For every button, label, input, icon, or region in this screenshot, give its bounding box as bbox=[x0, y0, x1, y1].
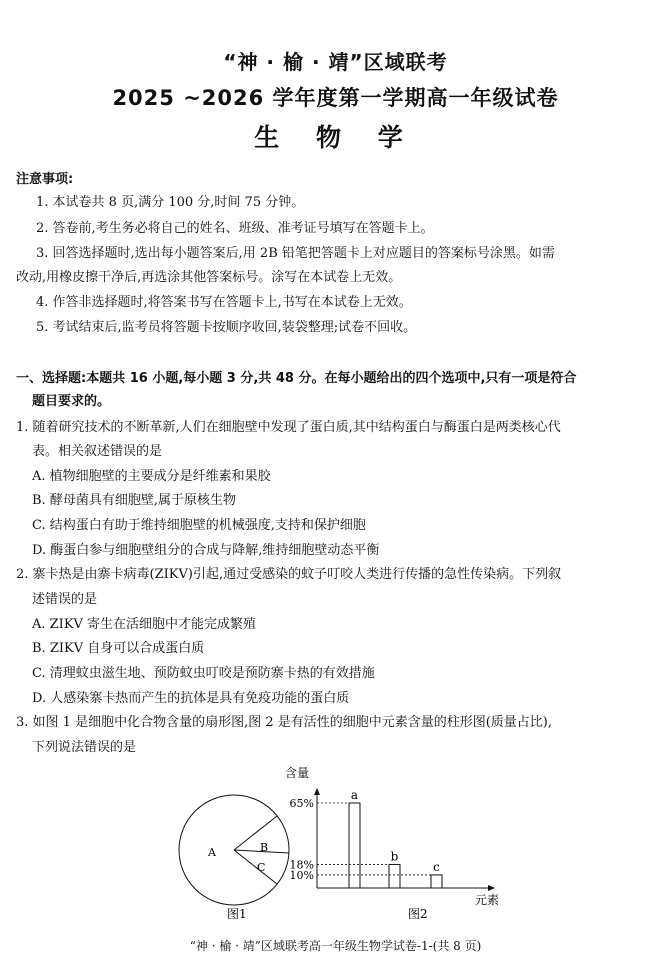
y-axis-arrow bbox=[314, 788, 320, 795]
y-tick-label: 65% bbox=[289, 797, 314, 810]
notice-item-3: 3. 回答选择题时,选出每小题答案后,用 2B 铅笔把答题卡上对应题目的答案标号涂黑。如需 bbox=[36, 246, 555, 261]
pie-divider-3 bbox=[234, 850, 277, 884]
y-tick-label: 18% bbox=[289, 858, 314, 872]
exam-header-line1: “神 · 榆 · 靖”区域联考 bbox=[223, 50, 448, 74]
q2-option-a: A. ZIKV 寄生在活细胞中才能完成繁殖 bbox=[32, 617, 257, 632]
page-footer: “神 · 榆 · 靖”区域联考高一年级生物学试卷-1-(共 8 页) bbox=[189, 939, 482, 953]
q3-stem: 3. 如图 1 是细胞中化合物含量的扇形图,图 2 是有活性的细胞中元素含量的柱形图(质量占比), bbox=[16, 715, 553, 730]
notice-heading: 注意事项: bbox=[16, 172, 74, 187]
q1-option-c: C. 结构蛋白有助于维持细胞壁的机械强度,支持和保护细胞 bbox=[32, 518, 366, 533]
q2-stem: 2. 寨卡热是由寨卡病毒(ZIKV)引起,通过受感染的蚊子叮咬人类进行传播的急性传染病。下列叙 bbox=[16, 567, 562, 582]
y-tick-label: 10% bbox=[289, 868, 314, 882]
x-axis-arrow bbox=[488, 885, 495, 891]
exam-header-line2: 2025 ~2026 学年度第一学期高一年级试卷 bbox=[112, 86, 559, 110]
notice-item-5: 5. 考试结束后,监考员将答题卡按顺序收回,装袋整理;试卷不回收。 bbox=[36, 320, 417, 335]
bar-b bbox=[389, 864, 400, 888]
q2-option-c: C. 清理蚊虫滋生地、预防蚊虫叮咬是预防寨卡热的有效措施 bbox=[32, 666, 375, 681]
notice-item-4: 4. 作答非选择题时,将答案书写在答题卡上,书写在本试卷上无效。 bbox=[36, 295, 412, 310]
notice-item-3-cont: 改动,用橡皮擦干净后,再选涂其他答案标号。涂写在本试卷上无效。 bbox=[16, 270, 402, 285]
y-axis-label: 含量 bbox=[285, 766, 310, 780]
bar-label-a: a bbox=[350, 788, 359, 802]
pie-divider-1 bbox=[234, 816, 277, 850]
section1-instructions-cont: 题目要求的。 bbox=[32, 394, 111, 409]
figure2-bar-chart bbox=[275, 760, 510, 930]
notice-item-2: 2. 答卷前,考生务必将自己的姓名、班级、准考证号填写在答题卡上。 bbox=[36, 221, 434, 236]
figure2-caption: 图2 bbox=[408, 907, 428, 921]
notice-item-1: 1. 本试卷共 8 页,满分 100 分,时间 75 分钟。 bbox=[36, 195, 305, 210]
q2-option-d: D. 人感染寨卡热而产生的抗体是具有免疫功能的蛋白质 bbox=[32, 691, 350, 706]
pie-label-c: C bbox=[257, 861, 266, 874]
q2-option-b: B. ZIKV 自身可以合成蛋白质 bbox=[32, 641, 205, 656]
bar-c bbox=[431, 875, 442, 888]
figure1-caption: 图1 bbox=[227, 907, 247, 921]
q1-option-b: B. 酵母菌具有细胞壁,属于原核生物 bbox=[32, 493, 236, 508]
q1-stem: 1. 随着研究技术的不断革新,人们在细胞壁中发现了蛋白质,其中结构蛋白与酶蛋白是两类核心代 bbox=[16, 420, 561, 435]
subject-title: 生 物 学 bbox=[254, 123, 417, 152]
q3-stem-cont: 下列说法错误的是 bbox=[32, 740, 137, 755]
section1-instructions: 一、选择题:本题共 16 小题,每小题 3 分,共 48 分。在每小题给出的四个选项中,只有一项是符合 bbox=[16, 371, 577, 386]
q1-stem-cont: 表。相关叙述错误的是 bbox=[32, 444, 163, 459]
q1-option-d: D. 酶蛋白参与细胞壁组分的合成与降解,维持细胞壁动态平衡 bbox=[32, 543, 380, 558]
bar-label-b: b bbox=[390, 849, 399, 864]
bar-label-c: c bbox=[433, 859, 440, 874]
q2-stem-cont: 述错误的是 bbox=[32, 592, 98, 607]
pie-label-b: B bbox=[260, 841, 269, 854]
pie-label-a: A bbox=[208, 846, 216, 859]
q1-option-a: A. 植物细胞壁的主要成分是纤维素和果胶 bbox=[32, 469, 271, 484]
x-axis-label: 元素 bbox=[475, 893, 500, 907]
